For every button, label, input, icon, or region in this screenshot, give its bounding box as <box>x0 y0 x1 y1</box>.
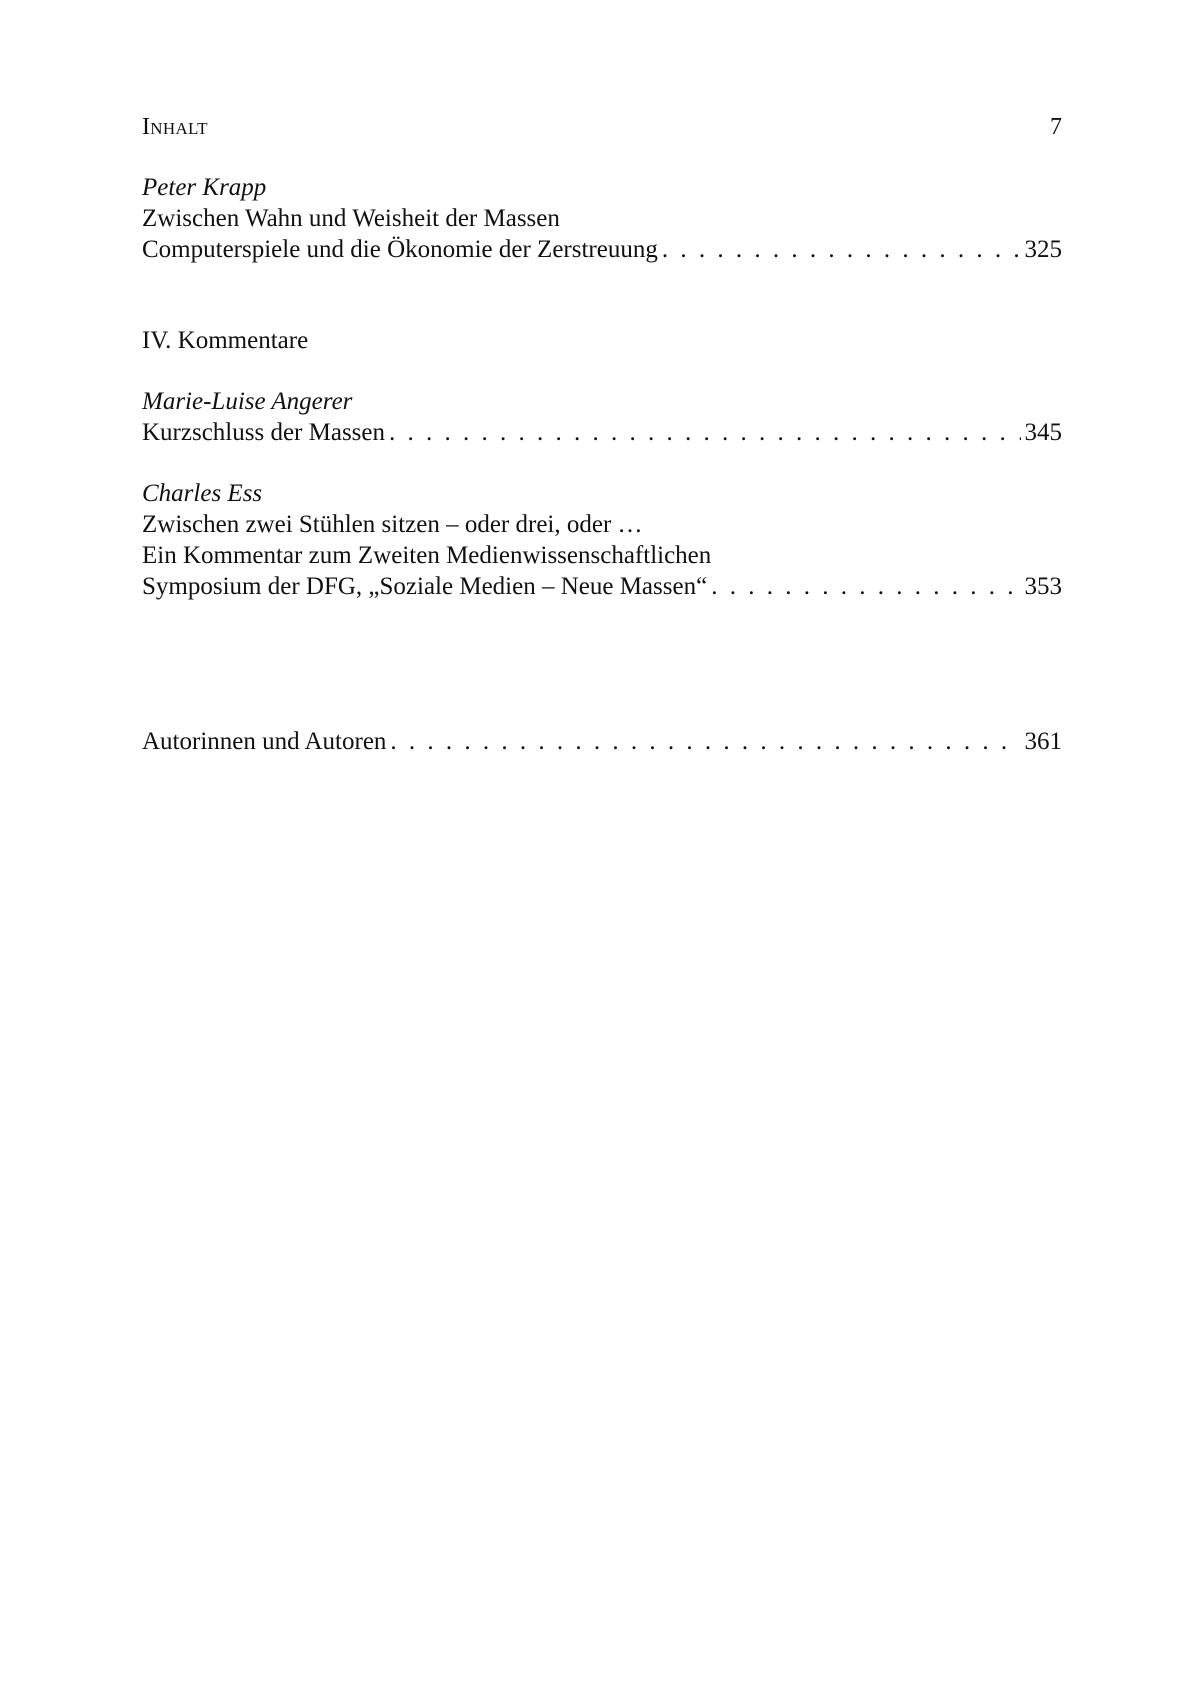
toc-page-number: 353 <box>1024 573 1062 600</box>
toc-title-line: Kurzschluss der Massen <box>142 419 386 446</box>
toc-page-number: 361 <box>1024 728 1062 755</box>
toc-title-line: Ein Kommentar zum Zweiten Medienwissenschaftlichen <box>142 542 712 569</box>
toc-page-number: 345 <box>1024 419 1062 446</box>
table-of-contents <box>142 172 1062 757</box>
toc-title-line-with-page <box>142 726 1062 757</box>
toc-title-line: Zwischen Wahn und Weisheit der Massen <box>142 205 560 232</box>
dot-leader <box>390 726 1020 757</box>
toc-title-line-with-page <box>142 571 1062 602</box>
dot-leader <box>389 417 1020 448</box>
toc-title-line: Autorinnen und Autoren <box>142 728 387 755</box>
header-page-number: 7 <box>1050 114 1062 140</box>
toc-author: Marie-Luise Angerer <box>142 388 353 415</box>
toc-title-line-with-page <box>142 234 1062 265</box>
toc-title-line: Zwischen zwei Stühlen sitzen – oder drei, oder … <box>142 511 643 538</box>
dot-leader <box>662 234 1021 265</box>
toc-title-line-with-page <box>142 417 1062 448</box>
toc-title-line: Symposium der DFG, „Soziale Medien – Neue Massen“ <box>142 573 708 600</box>
dot-leader <box>711 571 1020 602</box>
toc-entry-ess <box>142 478 1062 602</box>
toc-entry-autoren <box>142 726 1062 757</box>
toc-entry-angerer <box>142 386 1062 448</box>
running-header <box>142 110 1062 144</box>
toc-author: Peter Krapp <box>142 174 267 201</box>
toc-section-heading <box>142 325 1062 356</box>
header-title: Inhalt <box>142 114 208 140</box>
toc-page-number: 325 <box>1024 236 1062 263</box>
toc-author: Charles Ess <box>142 480 263 507</box>
toc-title-line: Computerspiele und die Ökonomie der Zerstreuung <box>142 236 658 263</box>
toc-entry-krapp <box>142 172 1062 265</box>
section-heading: IV. Kommentare <box>142 327 309 354</box>
